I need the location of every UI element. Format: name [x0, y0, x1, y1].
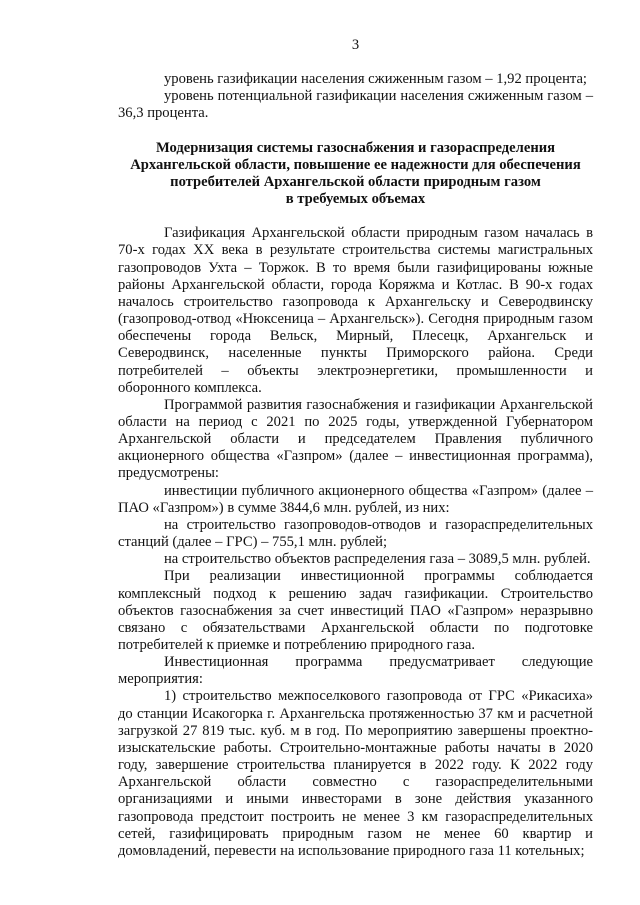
paragraph-measure-1: 1) строительство межпоселкового газопровода от ГРС «Рикасиха» до станции Исакогорка г. Архангельска протяженностью 37 км и расчетной загрузкой 27 819 тыс. куб. м в год. По мероприятию завершены проектно-изыскательские работы. Строительно-монтажные работы начаты в 2020 году, завершение строительства планируется в 2022 году. К 2022 году Архангельской области совместно с газораспределительными организациями и иными инвесторами в зоне действия указанного газопровода предстоит построить не менее 3 км газораспределительных сетей, газифицировать природным газом не менее 60 квартир и домовладений, перевести на использование природного газа 11 котельных; [118, 688, 593, 859]
page-number: 3 [351, 37, 360, 53]
paragraph-program: Программой развития газоснабжения и газификации Архангельской области на период с 2021 по 2025 годы, утвержденной Губернатором Архангельской области и председателем Правления публичного акционерного общества «Газпром» (далее – инвестиционная программа), предусмотрены: [118, 396, 593, 482]
paragraph-measures-intro: Инвестиционная программа предусматривает следующие мероприятия: [118, 654, 593, 688]
heading-line: в требуемых объемах [285, 191, 426, 208]
paragraph-lpg-level: уровень газификации населения сжиженным газом – 1,92 процента; [164, 71, 587, 88]
section-heading [118, 140, 593, 209]
paragraph-grs-construction: на строительство газопроводов-отводов и газораспределительных станций (далее – ГРС) – 755,1 млн. рублей; [118, 516, 593, 551]
paragraph-distribution-objects: на строительство объектов распределения газа – 3089,5 млн. рублей. [164, 551, 591, 568]
paragraph-comprehensive-approach: При реализации инвестиционной программы соблюдается комплексный подход к решению задач газификации. Строительство объектов газоснабжения за счет инвестиций ПАО «Газпром» неразрывно связано с обязательствами Архангельской области по подготовке потребителей к приемке и потреблению природного газа. [118, 568, 593, 653]
paragraph-history: Газификация Архангельской области природным газом началась в 70-х годах XX века в результате строительства системы магистральных газопроводов Ухта – Торжок. В то время были газифицированы южные районы Архангельской области, города Коряжма и Котлас. В 90-х годах началось строительство газопровода к Архангельску и Северодвинску (газопровод-отвод «Нюксеница – Архангельск»). Сегодня природным газом обеспечены города Вельск, Мирный, Плесецк, Архангельск и Северодвинск, населенные пункты Приморского района. Среди потребителей – объекты электроэнергетики, промышленности и оборонного комплекса. [118, 225, 593, 396]
paragraph-investments: инвестиции публичного акционерного общества «Газпром» (далее – ПАО «Газпром») в сумме 3844,6 млн. рублей, из них: [118, 482, 593, 516]
heading-line: потребителей Архангельской области природным газом [170, 173, 541, 190]
heading-line: Архангельской области, повышение ее надежности для обеспечения [130, 156, 581, 173]
heading-line: Модернизация системы газоснабжения и газораспределения [155, 139, 556, 156]
paragraph-lpg-potential: уровень потенциальной газификации населения сжиженным газом – 36,3 процента. [118, 88, 593, 122]
